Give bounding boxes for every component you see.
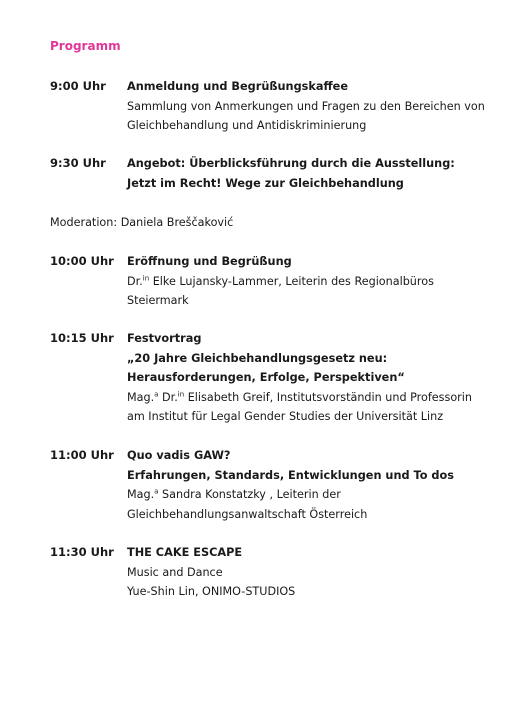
speaker-text: Elisabeth Greif, Institutsvorständin und Professorin bbox=[184, 390, 472, 404]
item-title: Angebot: Überblicksführung durch die Ausstellung: bbox=[127, 157, 455, 170]
item-speaker bbox=[127, 272, 472, 292]
item-time: 10:15 Uhr bbox=[50, 331, 114, 345]
item-title: THE CAKE ESCAPE bbox=[127, 546, 243, 559]
item-time: 10:00 Uhr bbox=[50, 254, 114, 268]
moderation-line: Moderation: Daniela Breščaković bbox=[50, 216, 234, 229]
item-title: Anmeldung und Begrüßungskaffee bbox=[127, 80, 348, 93]
item-title-2: Jetzt im Recht! Wege zur Gleichbehandlung bbox=[127, 176, 404, 190]
item-time: 11:30 Uhr bbox=[50, 545, 114, 559]
item-line: Yue-Shin Lin, ONIMO-STUDIOS bbox=[127, 585, 296, 598]
speaker-mid: Dr. bbox=[158, 390, 178, 404]
item-title-3: Herausforderungen, Erfolge, Perspektiven“ bbox=[127, 371, 405, 384]
speaker-prefix: Mag. bbox=[127, 488, 155, 501]
speaker-superscript: a bbox=[154, 389, 159, 398]
item-line: Gleichbehandlung und Antidiskriminierung bbox=[127, 119, 367, 132]
item-line: Gleichbehandlungsanwaltschaft Österreich bbox=[127, 507, 368, 521]
speaker-prefix: Mag. bbox=[127, 390, 155, 404]
item-content bbox=[127, 77, 485, 136]
item-content bbox=[127, 154, 472, 193]
item-content bbox=[127, 543, 472, 602]
item-line: am Institut für Legal Gender Studies der Universität Linz bbox=[127, 410, 444, 423]
speaker-superscript: in bbox=[142, 273, 150, 282]
item-title: Quo vadis GAW? bbox=[127, 449, 231, 462]
speaker-text: Sandra Konstatzky , Leiterin der bbox=[158, 488, 341, 501]
item-line: Steiermark bbox=[127, 294, 189, 307]
speaker-prefix: Dr. bbox=[127, 274, 143, 288]
item-time: 9:30 Uhr bbox=[50, 156, 106, 170]
item-content bbox=[127, 252, 472, 311]
item-speaker bbox=[127, 388, 472, 408]
item-title: Festvortrag bbox=[127, 332, 202, 345]
item-time: 11:00 Uhr bbox=[50, 448, 114, 462]
item-title: Eröffnung und Begrüßung bbox=[127, 255, 292, 268]
item-time: 9:00 Uhr bbox=[50, 79, 106, 93]
program-heading: Programm bbox=[50, 39, 121, 53]
speaker-superscript: a bbox=[154, 487, 159, 496]
item-line: Music and Dance bbox=[127, 565, 223, 579]
item-title-2: Erfahrungen, Standards, Entwicklungen und To dos bbox=[127, 468, 454, 482]
item-title-2: „20 Jahre Gleichbehandlungsgesetz neu: bbox=[127, 351, 388, 365]
speaker-text: Elke Lujansky-Lammer, Leiterin des Regionalbüros bbox=[149, 274, 434, 288]
item-content bbox=[127, 446, 472, 524]
item-content bbox=[127, 329, 472, 427]
item-speaker bbox=[127, 485, 472, 505]
item-line: Sammlung von Anmerkungen und Fragen zu den Bereichen von bbox=[127, 99, 485, 113]
speaker-superscript-2: in bbox=[177, 389, 185, 398]
